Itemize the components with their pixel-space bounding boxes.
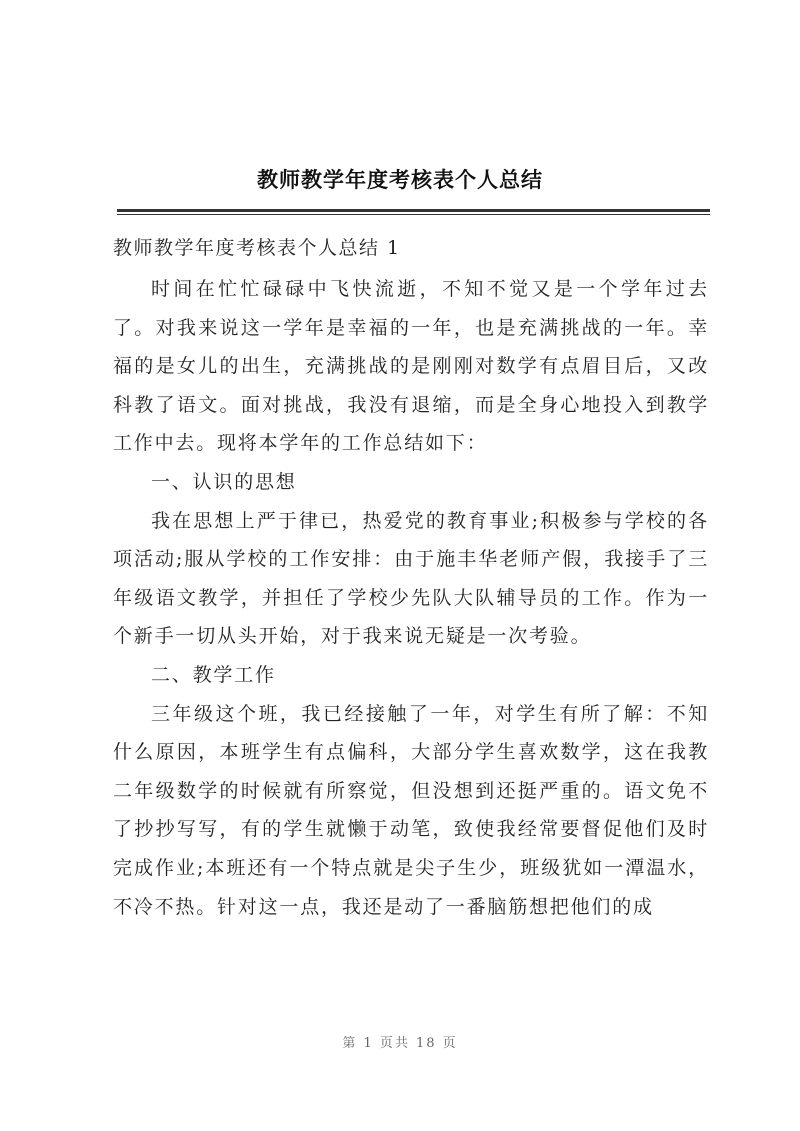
section-heading: 二、教学工作	[151, 663, 276, 686]
paragraph: 三年级这个班，我已经接触了一年，对学生有所了解：不知什么原因，本班学生有点偏科，大部分学生喜欢数学，这在我教二年级数学的时候就有所察觉，但没想到还挺严重的。语文免不了抄抄写写，有的学生就懒于动笔，致使我经常要督促他们及时完成作业;本班还有一个特点就是尖子生少，班级犹如一潭温水，不冷不热。针对这一点，我还是动了一番脑筋想把他们的成	[113, 702, 709, 918]
document-title: 教师教学年度考核表个人总结	[257, 167, 543, 192]
paragraph: 我在思想上严于律已，热爱党的教育事业;积极参与学校的各项活动;服从学校的工作安排：由于施丰华老师产假，我接手了三年级语文教学，并担任了学校少先队大队辅导员的工作。作为一个新手一切从头开始，对于我来说无疑是一次考验。	[113, 509, 709, 648]
document-body	[113, 270, 709, 926]
title-rule-thick	[117, 209, 710, 212]
section-subtitle: 教师教学年度考核表个人总结 1	[113, 237, 401, 259]
paragraph: 时间在忙忙碌碌中飞快流逝，不知不觉又是一个学年过去了。对我来说这一学年是幸福的一年，也是充满挑战的一年。幸福的是女儿的出生，充满挑战的是刚刚对数学有点眉目后，又改科教了语文。面对挑战，我没有退缩，而是全身心地投入到教学工作中去。现将本学年的工作总结如下：	[113, 278, 709, 455]
title-rule-thin	[117, 214, 710, 215]
section-heading: 一、认识的思想	[151, 470, 297, 493]
page-footer: 第 1 页共 18 页	[342, 1036, 458, 1051]
